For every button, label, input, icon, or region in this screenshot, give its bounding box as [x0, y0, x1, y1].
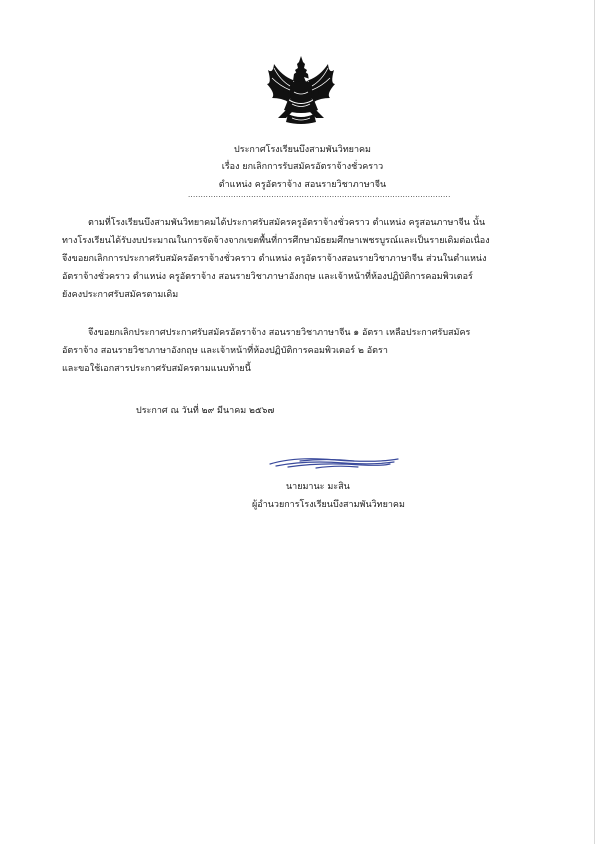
paragraph1-line: จึงขอยกเลิกการประกาศรับสมัครอัตราจ้างชั่วคราว ตำแหน่ง ครูอัตราจ้างสอนรายวิชาภาษาจีน ส่วนในตำแหน่ง: [62, 254, 487, 264]
paragraph2-line: อัตราจ้าง สอนรายวิชาภาษาอังกฤษ และเจ้าหน้าที่ห้องปฏิบัติการคอมพิวเตอร์ ๒ อัตรา: [62, 346, 388, 356]
paragraph1-line: ทางโรงเรียนได้รับงบประมาณในการจัดจ้างจากเขตพื้นที่การศึกษามัธยมศึกษาเพชรบูรณ์และเป็นรายเดิมต่อเนื่อง: [62, 236, 490, 246]
announcement-date: ประกาศ ณ วันที่ ๒๙ มีนาคม ๒๕๖๗: [136, 406, 275, 416]
signer-title: ผู้อำนวยการโรงเรียนบึงสามพันวิทยาคม: [252, 500, 405, 510]
paragraph1-line: ตามที่โรงเรียนบึงสามพันวิทยาคมได้ประกาศรับสมัครครูอัตราจ้างชั่วคราว ตำแหน่ง ครูสอนภาษาจีน นั้น: [88, 218, 486, 228]
paragraph1-line: ยังคงประกาศรับสมัครตามเดิม: [62, 290, 179, 300]
signer-name: นายมานะ มะสิน: [286, 482, 350, 492]
dotted-separator: ........................................................................................................: [188, 191, 451, 199]
announcement-subject: เรื่อง ยกเลิกการรับสมัครอัตราจ้างชั่วคราว: [221, 162, 384, 172]
announcement-position: ตำแหน่ง ครูอัตราจ้าง สอนรายวิชาภาษาจีน: [218, 180, 387, 190]
paragraph2-line: และขอใช้เอกสารประกาศรับสมัครตามแนบท้ายนี้: [62, 364, 251, 374]
announcement-title: ประกาศโรงเรียนบึงสามพันวิทยาคม: [234, 145, 371, 155]
handwritten-signature: [266, 452, 402, 474]
page-edge-line: [594, 0, 595, 844]
paragraph2-line: จึงขอยกเลิกประกาศประกาศรับสมัครอัตราจ้าง สอนรายวิชาภาษาจีน ๑ อัตรา เหลือประกาศรับสมัคร: [88, 328, 471, 338]
paragraph1-line: อัตราจ้างชั่วคราว ตำแหน่ง ครูอัตราจ้าง สอนรายวิชาภาษาอังกฤษ และเจ้าหน้าที่ห้องปฏิบัติการคอมพิวเตอร์: [62, 272, 473, 282]
garuda-emblem: [264, 54, 338, 126]
